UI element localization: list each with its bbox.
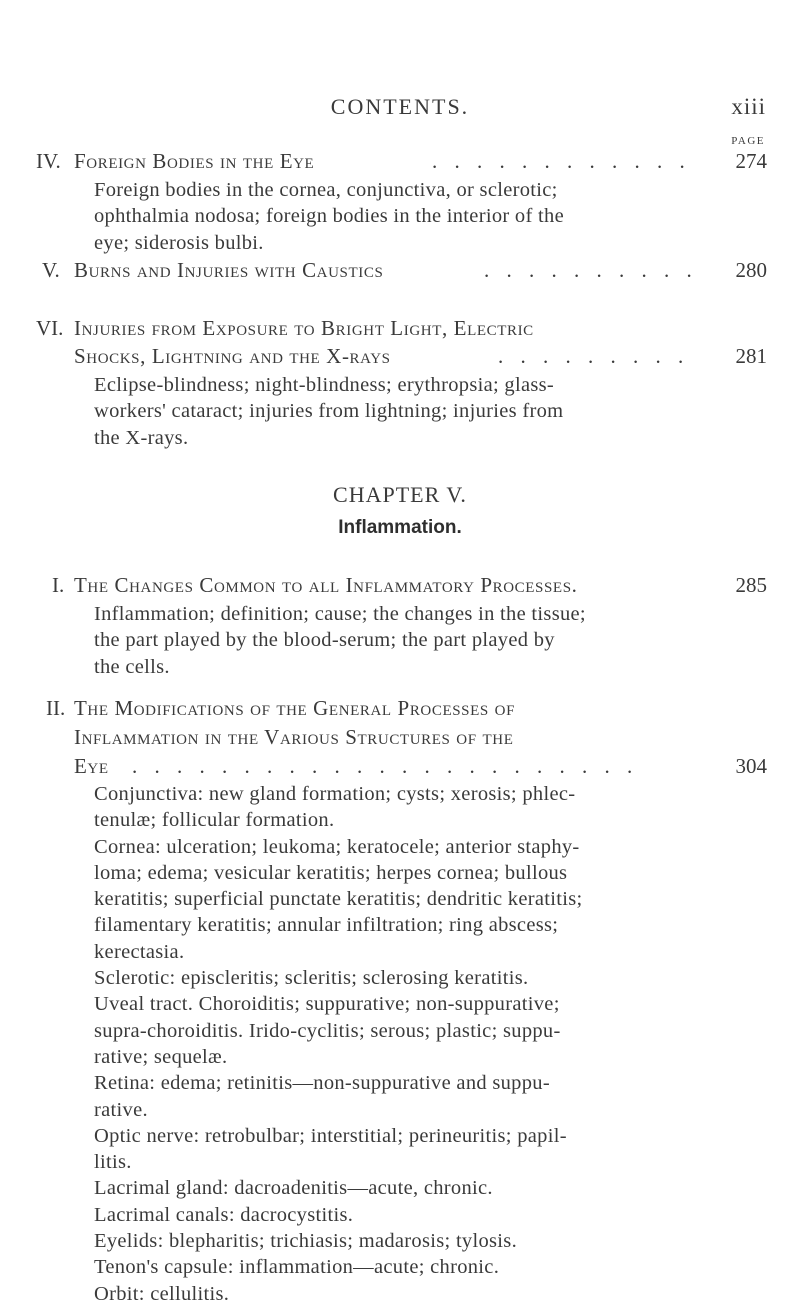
toc-entry-v: [0, 258, 800, 286]
description-line: workers' cataract; injuries from lightning; injuries from: [94, 400, 564, 423]
toc-entry-i: [0, 573, 800, 601]
description-line: the X-rays.: [94, 426, 189, 449]
page-column-label: PAGE: [731, 135, 765, 147]
description-line: tenulæ; follicular formation.: [94, 809, 335, 832]
toc-entry-iv: [0, 149, 800, 177]
page-folio: xiii: [731, 94, 766, 119]
description-line: Retina: edema; retinitis—non-suppurative and suppu-: [94, 1072, 550, 1095]
description-line: the part played by the blood-serum; the part played by: [94, 629, 555, 652]
description-line: Tenon's capsule: inflammation—acute; chronic.: [94, 1256, 500, 1279]
section-heading-continued: Shocks, Lightning and the X-rays: [74, 344, 391, 368]
description-line: rative; sequelæ.: [94, 1045, 228, 1068]
page-number: 304: [735, 754, 767, 778]
dot-leader: . . . . . . . . .: [498, 344, 690, 368]
description-line: Orbit: cellulitis.: [94, 1282, 230, 1305]
toc-entry-vi-continued: [0, 344, 800, 372]
description-line: Optic nerve: retrobulbar; interstitial; perineuritis; papil-: [94, 1124, 567, 1147]
section-heading: Injuries from Exposure to Bright Light, Electric: [74, 316, 534, 340]
section-heading: Burns and Injuries with Caustics: [74, 258, 384, 282]
section-numeral: VI.: [36, 316, 64, 340]
dot-leader: . . . . . . . . . .: [484, 258, 698, 282]
description-line: Sclerotic: episcleritis; scleritis; sclerosing keratitis.: [94, 967, 529, 990]
description-line: filamentary keratitis; annular infiltration; ring abscess;: [94, 914, 559, 937]
section-numeral: V.: [42, 258, 60, 282]
dot-leader: . . . . . . . . . . . .: [432, 149, 691, 173]
description-line: Eclipse-blindness; night-blindness; erythropsia; glass-: [94, 374, 555, 396]
description-line: the cells.: [94, 655, 170, 678]
description-line: Inflammation; definition; cause; the changes in the tissue;: [94, 603, 586, 625]
description-line: Lacrimal canals: dacrocystitis.: [94, 1203, 354, 1226]
description-line: eye; siderosis bulbi.: [94, 231, 264, 254]
section-heading-continued: Inflammation in the Various Structures of the: [74, 725, 514, 749]
section-description: [94, 601, 764, 680]
section-description: [94, 781, 764, 1307]
section-description: [94, 372, 764, 451]
section-numeral: II.: [46, 696, 66, 720]
description-line: Foreign bodies in the cornea, conjunctiva, or sclerotic;: [94, 179, 558, 201]
page-number: 281: [735, 344, 767, 368]
description-line: Uveal tract. Choroiditis; suppurative; non-suppurative;: [94, 993, 560, 1016]
description-line: Cornea: ulceration; leukoma; keratocele; anterior staphy-: [94, 835, 580, 858]
section-description: [94, 177, 764, 256]
description-line: Lacrimal gland: dacroadenitis—acute, chronic.: [94, 1177, 493, 1200]
description-line: keratitis; superficial punctate keratitis; dendritic keratitis;: [94, 888, 583, 911]
dot-leader: . . . . . . . . . . . . . . . . . . . . . . .: [132, 754, 639, 778]
description-line: Conjunctiva: new gland formation; cysts; xerosis; phlec-: [94, 783, 576, 805]
description-line: rative.: [94, 1098, 148, 1121]
description-line: loma; edema; vesicular keratitis; herpes cornea; bullous: [94, 861, 568, 884]
page-number: 274: [735, 149, 767, 173]
toc-entry-ii-continued: [0, 754, 800, 782]
section-heading-continued: Eye: [74, 754, 109, 778]
section-numeral: I.: [52, 573, 65, 597]
section-heading: Foreign Bodies in the Eye: [74, 149, 315, 173]
description-line: Eyelids: blepharitis; trichiasis; madarosis; tylosis.: [94, 1230, 518, 1253]
chapter-title: Inflammation.: [338, 517, 462, 538]
section-numeral: IV.: [36, 149, 61, 173]
toc-entry-ii: [0, 696, 800, 724]
toc-entry-ii-continued: [0, 725, 800, 753]
description-line: ophthalmia nodosa; foreign bodies in the interior of the: [94, 205, 564, 228]
chapter-heading: CHAPTER V.: [333, 482, 467, 507]
description-line: supra-choroiditis. Irido-cyclitis; serous; plastic; suppu-: [94, 1019, 561, 1042]
running-head-title: CONTENTS.: [330, 94, 470, 119]
page-number: 285: [735, 573, 767, 597]
page-number: 280: [735, 258, 767, 282]
description-line: litis.: [94, 1151, 132, 1174]
description-line: kerectasia.: [94, 940, 185, 963]
section-heading: The Modifications of the General Processes of: [74, 696, 516, 720]
toc-entry-vi: [0, 316, 800, 344]
running-head: [0, 94, 800, 124]
section-heading: The Changes Common to all Inflammatory Processes.: [74, 573, 578, 597]
